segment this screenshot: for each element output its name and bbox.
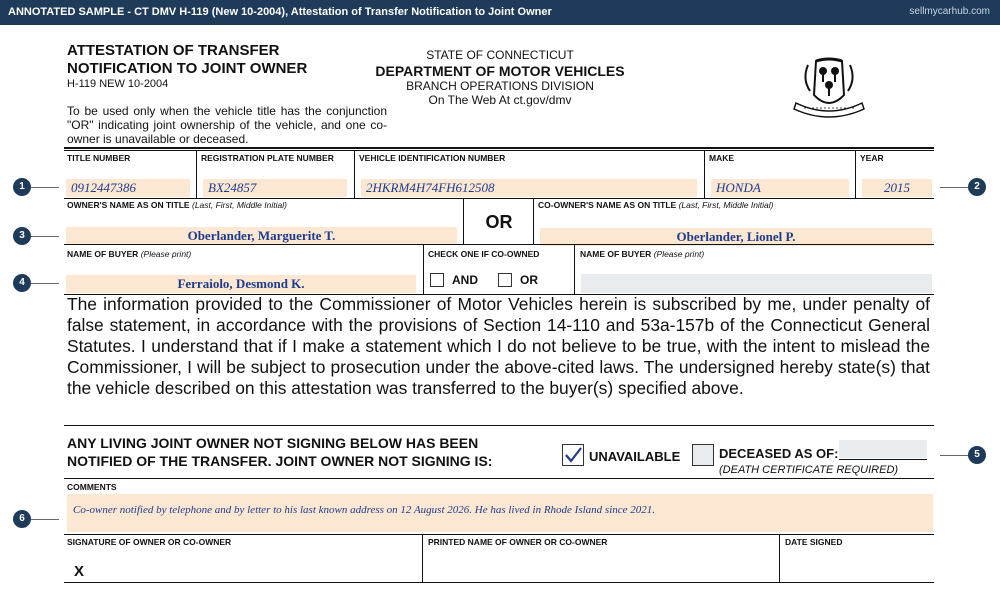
marker-6: 6 <box>13 510 31 528</box>
banner-site-link[interactable]: sellmycarhub.com <box>909 6 990 17</box>
buyer-name2-label: NAME OF BUYER (Please print) <box>580 249 705 259</box>
agency-website: On The Web At ct.gov/dmv <box>428 93 572 107</box>
deceased-label: DECEASED AS OF: <box>719 446 839 461</box>
unavailable-label: UNAVAILABLE <box>589 449 681 464</box>
check-one-label: CHECK ONE IF CO-OWNED <box>428 249 540 259</box>
buyer-name2-field[interactable] <box>581 274 932 293</box>
make-label: MAKE <box>709 153 735 163</box>
or-option-label: OR <box>520 273 538 287</box>
deceased-checkbox[interactable] <box>692 444 714 466</box>
buyer-name-field[interactable]: Ferraiolo, Desmond K. <box>66 275 416 293</box>
plate-number-field[interactable]: BX24857 <box>203 179 347 197</box>
vin-field[interactable]: 2HKRM4H74FH612508 <box>361 179 697 197</box>
or-checkbox[interactable] <box>498 273 512 287</box>
banner-title: ANNOTATED SAMPLE - CT DMV H-119 (New 10-2004), Attestation of Transfer Notification to Joint Owner <box>8 6 552 18</box>
agency-header <box>350 48 650 107</box>
coowner-name-label: CO-OWNER'S NAME AS ON TITLE (Last, First, Middle Initial) <box>538 200 774 210</box>
department-name: DEPARTMENT OF MOTOR VEHICLES <box>375 63 625 79</box>
top-rule-thin <box>64 150 934 151</box>
checkmark-icon <box>563 445 583 465</box>
notification-text: ANY LIVING JOINT OWNER NOT SIGNING BELOW HAS BEEN NOTIFIED OF THE TRANSFER. JOINT OWNER NOT SIGNING IS: <box>67 435 493 469</box>
death-certificate-note: (DEATH CERTIFICATE REQUIRED) <box>719 464 899 476</box>
coowner-name-field[interactable]: Oberlander, Lionel P. <box>540 228 932 246</box>
make-field[interactable]: HONDA <box>711 179 849 197</box>
comments-label: COMMENTS <box>67 482 117 492</box>
marker-3: 3 <box>13 227 31 245</box>
year-field[interactable]: 2015 <box>862 179 932 197</box>
vin-label: VEHICLE IDENTIFICATION NUMBER <box>359 153 506 163</box>
state-seal-icon <box>786 55 872 125</box>
year-label: YEAR <box>860 153 884 163</box>
printed-name-label: PRINTED NAME OF OWNER OR CO-OWNER <box>428 537 608 547</box>
owner-name-label: OWNER'S NAME AS ON TITLE (Last, First, Middle Initial) <box>67 200 287 210</box>
marker-5: 5 <box>968 446 986 464</box>
marker-4: 4 <box>13 274 31 292</box>
top-banner <box>0 0 1000 25</box>
buyer-name-label: NAME OF BUYER (Please print) <box>67 249 192 259</box>
and-checkbox[interactable] <box>430 273 444 287</box>
and-option-label: AND <box>452 273 478 287</box>
title-number-label: TITLE NUMBER <box>67 153 131 163</box>
or-divider: OR <box>485 212 513 232</box>
division-name: BRANCH OPERATIONS DIVISION <box>406 79 594 93</box>
form-title: ATTESTATION OF TRANSFER NOTIFICATION TO JOINT OWNER <box>67 42 308 77</box>
form-number: H-119 NEW 10-2004 <box>67 78 169 90</box>
date-signed-label: DATE SIGNED <box>785 537 843 547</box>
deceased-date-field[interactable] <box>839 440 927 458</box>
state-name: STATE OF CONNECTICUT <box>426 48 574 62</box>
owner-name-field[interactable]: Oberlander, Marguerite T. <box>66 227 457 245</box>
marker-1: 1 <box>13 178 31 196</box>
signature-label: SIGNATURE OF OWNER OR CO-OWNER <box>67 537 232 547</box>
top-rule <box>64 147 934 149</box>
signature-x-mark: X <box>74 563 85 580</box>
unavailable-checkbox[interactable] <box>562 444 584 466</box>
title-number-field[interactable]: 0912447386 <box>66 179 190 197</box>
comments-field[interactable]: Co-owner notified by telephone and by letter to his last known address on 12 August 2026. He has lived in Rhode Island since 2021. <box>67 494 933 532</box>
marker-2: 2 <box>968 178 986 196</box>
legal-statement: The information provided to the Commissioner of Motor Vehicles herein is subscribed by me, under penalty of false statement, in accordance with the provisions of Section 14-110 and 53a-157b of the Connecticut General Statutes. I understand that if I make a statement which I do not believe to be true, with the intent to mislead the Commissioner, I will be subject to prosecution under the above-cited laws. The undersigned hereby state(s) that the vehicle described on this attestation was transferred to the buyer(s) specified above. <box>67 294 930 398</box>
form-usage-note: To be used only when the vehicle title has the conjunction "OR" indicating joint ownership of the vehicle, and one co-owner is unavailable or deceased. <box>67 104 387 146</box>
plate-number-label: REGISTRATION PLATE NUMBER <box>201 153 334 163</box>
